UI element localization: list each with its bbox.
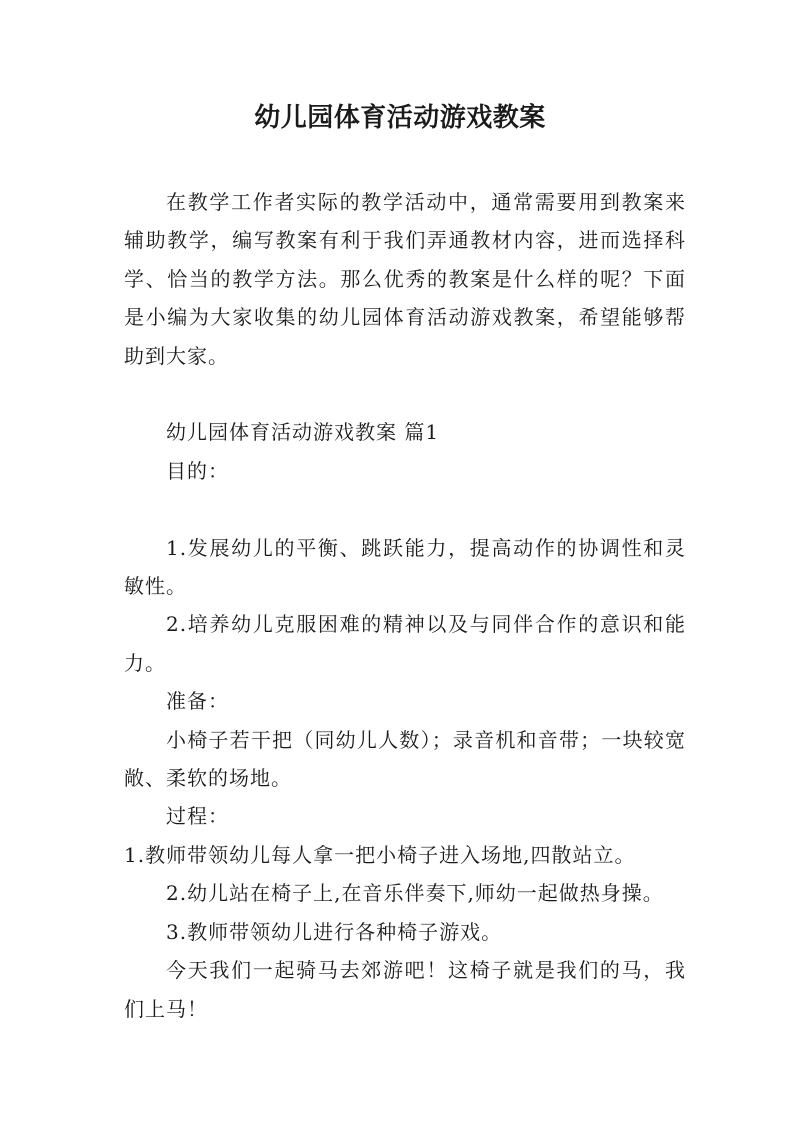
prep-text: 小椅子若干把（同幼儿人数）；录音机和音带；一块较宽敞、柔软的场地。 (124, 727, 686, 791)
goal-item-2: 2.培养幼儿克服困难的精神以及与同伴合作的意识和能力。 (124, 612, 686, 675)
section-heading: 幼儿园体育活动游戏教案 篇1 (166, 420, 440, 445)
process-label: 过程： (166, 804, 229, 829)
process-step-3: 3.教师带领幼儿进行各种椅子游戏。 (166, 919, 503, 944)
paragraph-spacer (124, 490, 686, 528)
intro-paragraph: 在教学工作者实际的教学活动中，通常需要用到教案来辅助教学，编写教案有利于我们弄通教材内容，进而选择科学、恰当的教学方法。那么优秀的教案是什么样的呢？下面是小编为大家收集的幼儿园体育活动游戏教案，希望能够帮助到大家。 (124, 190, 686, 368)
process-step-2: 2.幼儿站在椅子上,在音乐伴奏下,师幼一起做热身操。 (166, 881, 664, 906)
closing-paragraph: 今天我们一起骑马去郊游吧！这椅子就是我们的马，我们上马！ (124, 958, 686, 1021)
document-title: 幼儿园体育活动游戏教案 (254, 103, 546, 133)
goal-label: 目的： (166, 458, 229, 483)
process-step-1: 1.教师带领幼儿每人拿一把小椅子进入场地,四散站立。 (124, 842, 636, 867)
paragraph-spacer (124, 375, 686, 413)
goal-item-1: 1.发展幼儿的平衡、跳跃能力，提高动作的协调性和灵敏性。 (124, 535, 686, 599)
prep-label: 准备： (166, 689, 229, 714)
document-body (124, 183, 686, 1028)
